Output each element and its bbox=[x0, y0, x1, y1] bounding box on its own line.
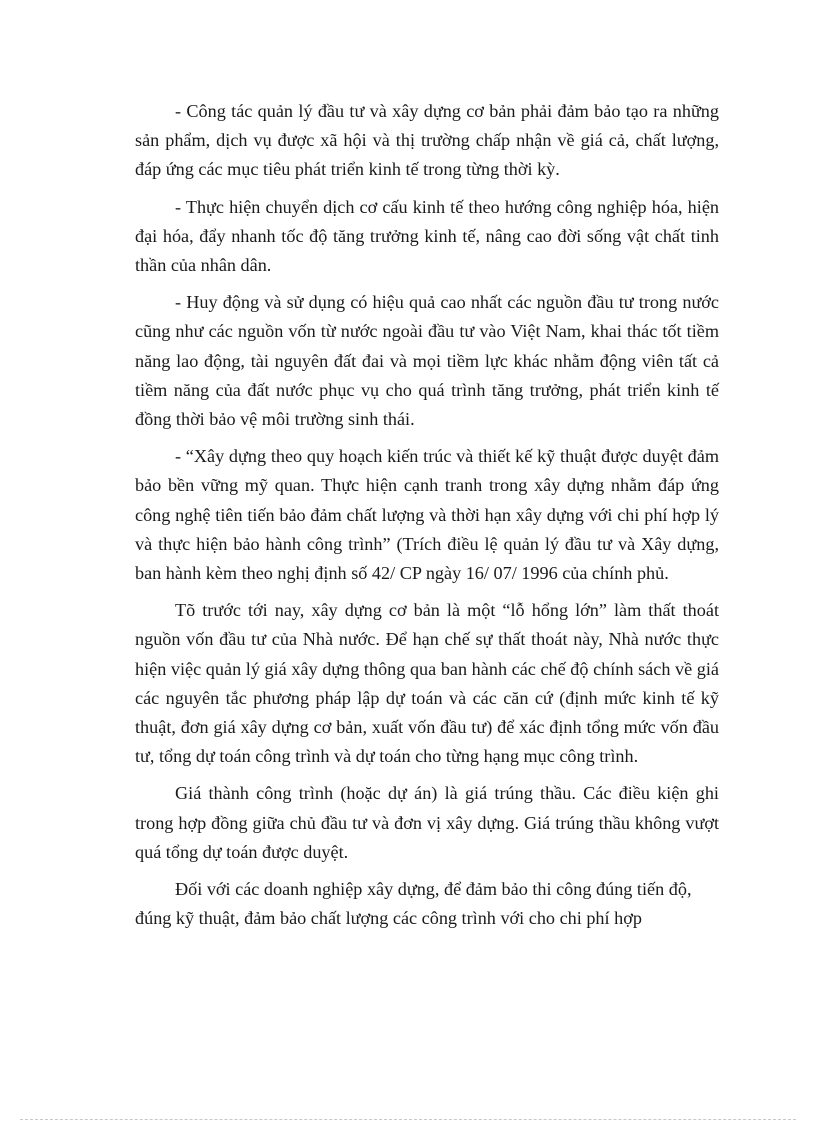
paragraph-1: - Công tác quản lý đầu tư và xây dựng cơ bản phải đảm bảo tạo ra những sản phẩm, dịch vụ được xã hội và thị trường chấp nhận về giá cả, chất lượng, đáp ứng các mục tiêu phát triển kinh tế trong từng thời kỳ. bbox=[135, 101, 719, 180]
page-bottom-divider bbox=[20, 1119, 796, 1120]
document-body bbox=[135, 97, 719, 941]
paragraph-3: - Huy động và sử dụng có hiệu quả cao nhất các nguồn đầu tư trong nước cũng như các nguồn vốn từ nước ngoài đầu tư vào Việt Nam, khai thác tốt tiềm năng lao động, tài nguyên đất đai và mọi tiềm lực khác nhằm động viên tất cả tiềm năng của đất nước phục vụ cho quá trình tăng trưởng, phát triển kinh tế đồng thời bảo vệ môi trường sinh thái. bbox=[135, 292, 719, 430]
paragraph-2: - Thực hiện chuyển dịch cơ cấu kinh tế theo hướng công nghiệp hóa, hiện đại hóa, đẩy nhanh tốc độ tăng trưởng kinh tế, nâng cao đời sống vật chất tinh thần của nhân dân. bbox=[135, 196, 719, 276]
paragraph-5: Tõ trước tới nay, xây dựng cơ bản là một “lỗ hổng lớn” làm thất thoát nguồn vốn đầu tư của Nhà nước. Để hạn chế sự thất thoát này, Nhà nước thực hiện việc quản lý giá xây dựng thông qua ban hành các chế độ chính sách về giá các nguyên tắc phương pháp lập dự toán và các căn cứ (định mức kinh tế kỹ thuật, đơn giá xây dựng cơ bản, xuất vốn đầu tư) để xác định tổng mức vốn đầu tư, tổng dự toán công trình và dự toán cho từng hạng mục công trình. bbox=[135, 600, 719, 767]
paragraph-4: - “Xây dựng theo quy hoạch kiến trúc và thiết kế kỹ thuật được duyệt đảm bảo bền vững mỹ quan. Thực hiện cạnh tranh trong xây dựng nhằm đáp ứng công nghệ tiên tiến bảo đảm chất lượng và thời hạn xây dựng với chi phí hợp lý và thực hiện bảo hành công trình” (Trích điều lệ quản lý đầu tư và Xây dựng, ban hành kèm theo nghị định số 42/ CP ngày 16/ 07/ 1996 của chính phủ. bbox=[135, 446, 719, 584]
paragraph-6: Giá thành công trình (hoặc dự án) là giá trúng thầu. Các điều kiện ghi trong hợp đồng giữa chủ đầu tư và đơn vị xây dựng. Giá trúng thầu không vượt quá tổng dự toán được duyệt. bbox=[135, 783, 719, 862]
paragraph-7: Đối với các doanh nghiệp xây dựng, để đảm bảo thi công đúng tiến độ, đúng kỹ thuật, đảm bảo chất lượng các công trình với cho chi phí hợp bbox=[135, 879, 692, 929]
